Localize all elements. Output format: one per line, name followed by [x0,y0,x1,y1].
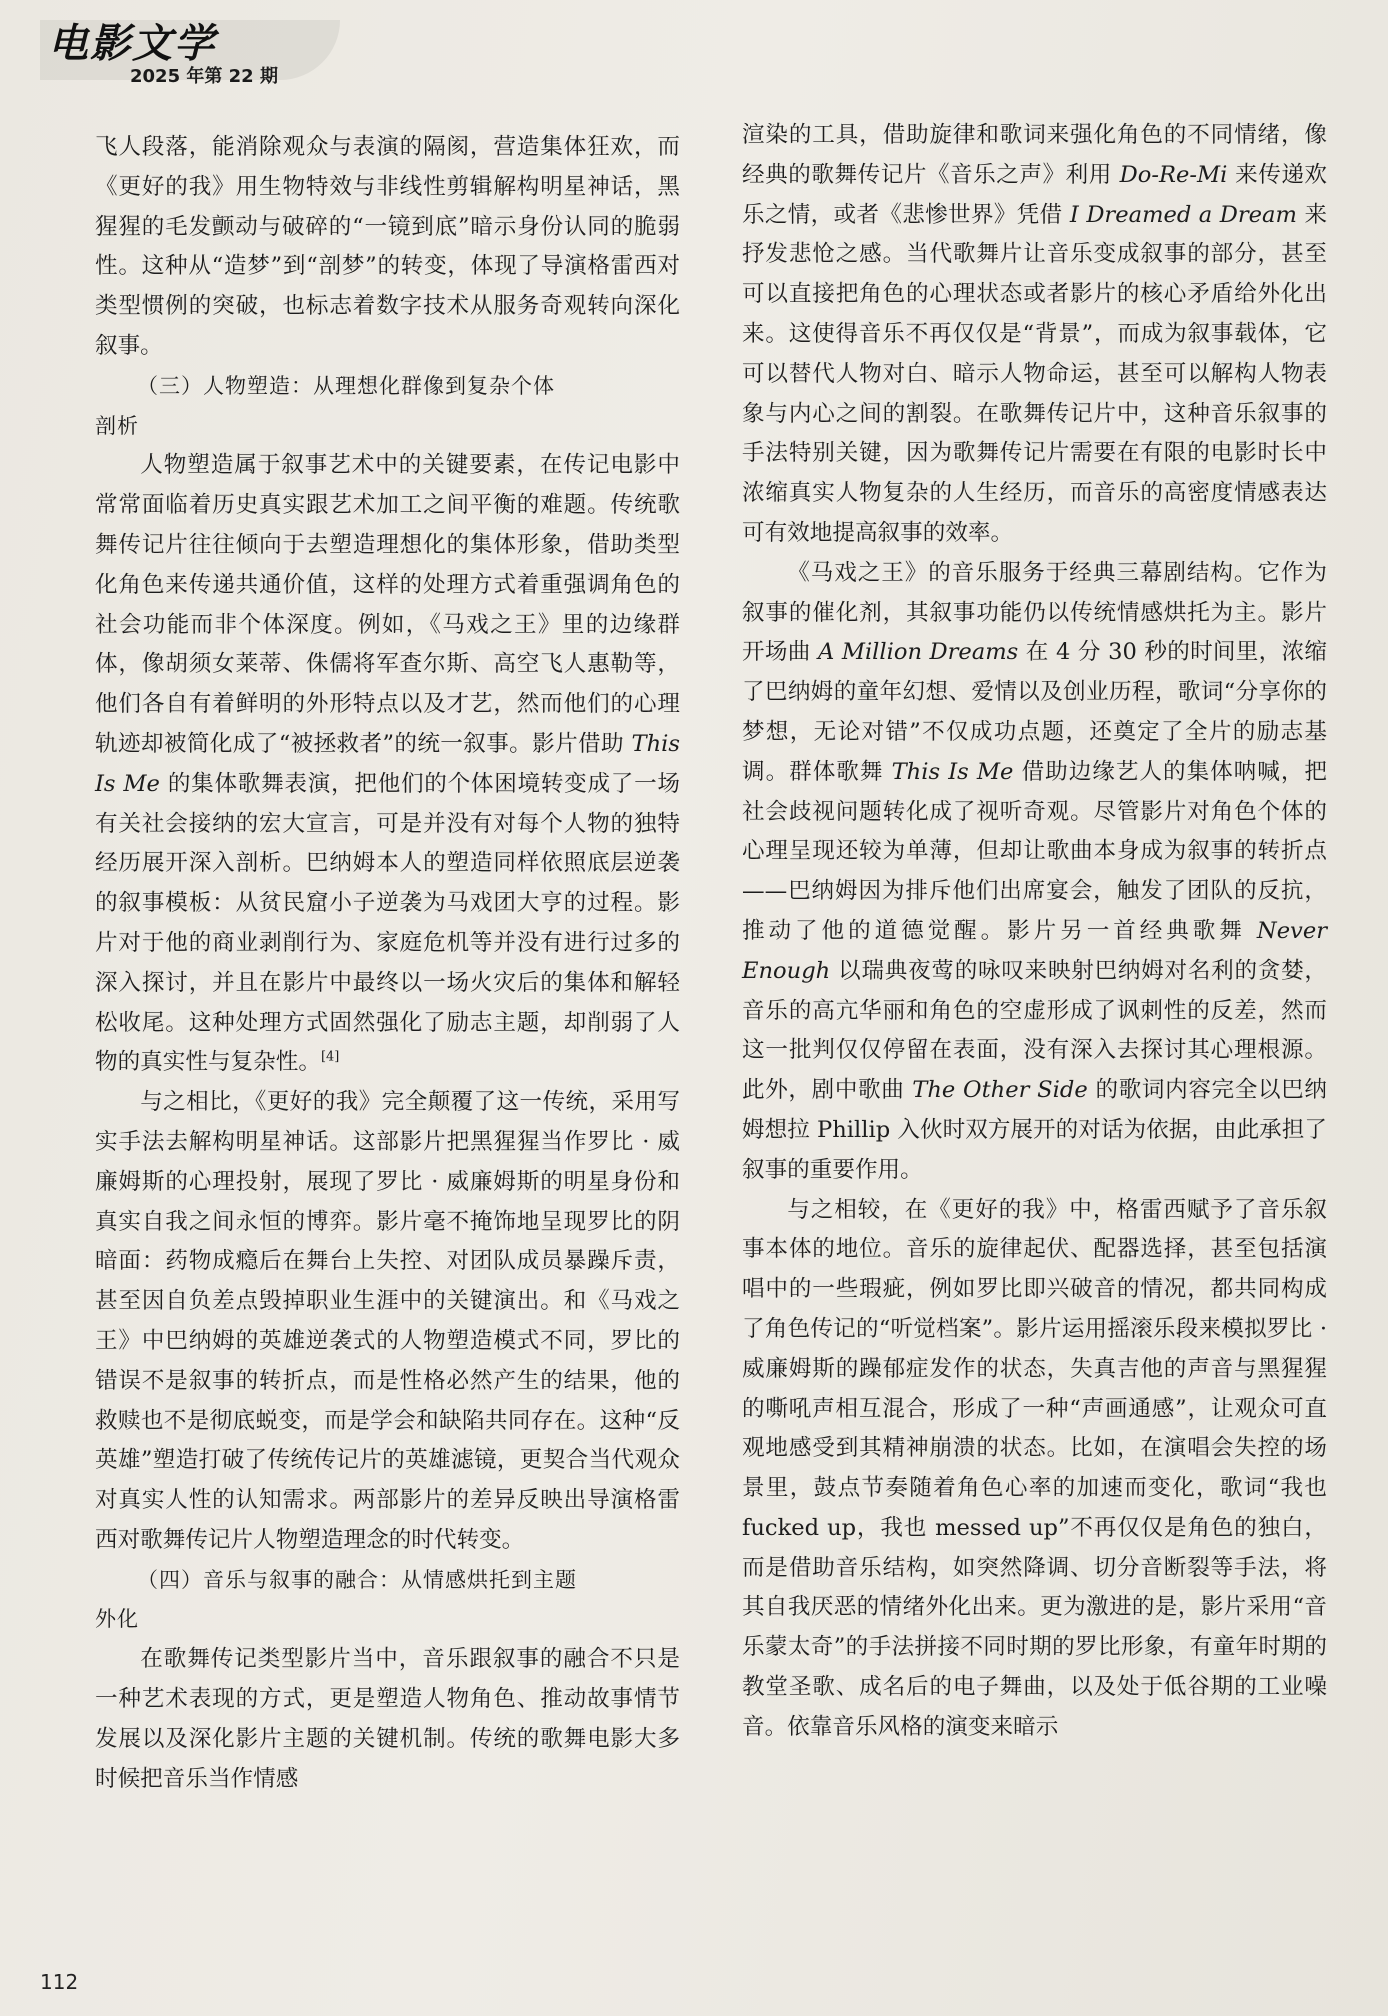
text-run: 的歌词内容完全以巴纳姆想拉 Phillip 入伙时双方展开的对话为依据，由此承担了叙事的重要作用。 [742,1077,1327,1183]
journal-logo: 电影文学 [48,20,216,67]
section-heading-3-line1: （三）人物塑造：从理想化群像到复杂个体 [137,373,555,398]
song-title: Never Enough [742,917,1327,984]
song-title: The Other Side [912,1077,1088,1104]
issue-label: 2025 年第 22 期 [130,66,278,87]
page-number: 112 [40,1970,79,1994]
left-column [95,128,680,1799]
paragraph-greatest-showman [742,554,1327,1191]
song-title: This Is Me [891,758,1014,785]
song-title: This Is Me [95,730,680,797]
song-title: A Million Dreams [818,639,1019,666]
text-run: 人物塑造属于叙事艺术中的关键要素，在传记电影中常常面临着历史真实跟艺术加工之间平衡的难题。传统歌舞传记片往往倾向于去塑造理想化的集体形象，借助类型化角色来传递共通价值，这样的处理方式着重强调角色的社会功能而非个体深度。例如，《马戏之王》里的边缘群体，像胡须女莱蒂、侏儒将军查尔斯、高空飞人惠勒等，他们各自有着鲜明的外形特点以及才艺，然而他们的心理轨迹却被简化成了“被拯救者”的统一叙事。影片借助 [95,452,680,757]
song-title: I Dreamed a Dream [1069,201,1297,228]
section-heading-4-line1: （四）音乐与叙事的融合：从情感烘托到主题 [137,1567,577,1592]
paragraph-continued: 飞人段落，能消除观众与表演的隔阂，营造集体狂欢，而《更好的我》用生物特效与非线性剪辑解构明星神话，黑猩猩的毛发颤动与破碎的“一镜到底”暗示身份认同的脆弱性。这种从“造梦”到“剖梦”的转变，体现了导演格雷西对类型惯例的突破，也标志着数字技术从服务奇观转向深化叙事。 [95,134,680,359]
text-run: 以瑞典夜莺的咏叹来映射巴纳姆对名利的贪婪，音乐的高亢华丽和角色的空虚形成了讽刺性的反差，然而这一批判仅仅停留在表面，没有深入去探讨其心理根源。此外，剧中歌曲 [742,957,1327,1104]
paragraph-better-man: 与之相较，在《更好的我》中，格雷西赋予了音乐叙事本体的地位。音乐的旋律起伏、配器选择，甚至包括演唱中的一些瑕疵，例如罗比即兴破音的情况，都共同构成了角色传记的“听觉档案”。影片运用摇滚乐段来模拟罗比 · 威廉姆斯的躁郁症发作的状态，失真吉他的声音与黑猩猩的嘶吼声相互混合，形成了一种“声画通感”，让观众可直观地感受到其精神崩溃的状态。比如，在演唱会失控的场景里，鼓点节奏随着角色心率的加速而变化，歌词“我也 fucked up，我也 messed up”不再仅仅是角色的独白，而是借助音乐结构，如突然降调、切分音断裂等手法，将其自我厌恶的情绪外化出来。更为激进的是，影片采用“音乐蒙太奇”的手法拼接不同时期的罗比形象，有童年时期的教堂圣歌、成名后的电子舞曲，以及处于低谷期的工业噪音。依靠音乐风格的演变来暗示 [742,1196,1327,1740]
section-heading-3-line2: 剖析 [95,413,139,438]
text-run: 渲染的工具，借助旋律和歌词来强化角色的不同情绪，像经典的歌舞传记片《音乐之声》利用 [742,122,1327,188]
text-run: 在 4 分 30 秒的时间里，浓缩了巴纳姆的童年幻想、爱情以及创业历程，歌词“分享你的梦想，无论对错”不仅成功点题，还奠定了全片的励志基调。群体歌舞 [742,639,1327,785]
citation-ref: [4] [320,1049,340,1065]
section-heading-4-line2: 外化 [95,1607,139,1632]
section-heading-3 [95,367,680,447]
text-run: 来抒发悲怆之感。当代歌舞片让音乐变成叙事的部分，甚至可以直接把角色的心理状态或者影片的核心矛盾给外化出来。这使得音乐不再仅仅是“背景”，而成为叙事载体，它可以替代人物对白、暗示人物命运，甚至可以解构人物表象与内心之间的割裂。在歌舞传记片中，这种音乐叙事的手法特别关键，因为歌舞传记片需要在有限的电影时长中浓缩真实人物复杂的人生经历，而音乐的高密度情感表达可有效地提高叙事的效率。 [742,201,1328,546]
section-heading-4 [95,1561,680,1641]
text-run: 的集体歌舞表演，把他们的个体困境转变成了一场有关社会接纳的宏大宣言，可是并没有对每个人物的独特经历展开深入剖析。巴纳姆本人的塑造同样依照底层逆袭的叙事模板：从贫民窟小子逆袭为马戏团大亨的过程。影片对于他的商业剥削行为、家庭危机等并没有进行过多的深入探讨，并且在影片中最终以一场火灾后的集体和解轻松收尾。这种处理方式固然强化了励志主题，却削弱了人物的真实性与复杂性。 [95,770,680,1076]
text-run: 借助边缘艺人的集体呐喊，把社会歧视问题转化成了视听奇观。尽管影片对角色个体的心理呈现还较为单薄，但却让歌曲本身成为叙事的转折点——巴纳姆因为排斥他们出席宴会，触发了团队的反抗，推动了他的道德觉醒。影片另一首经典歌舞 [742,758,1328,944]
masthead [48,22,278,88]
paragraph-character-2: 与之相比，《更好的我》完全颠覆了这一传统，采用写实手法去解构明星神话。这部影片把黑猩猩当作罗比 · 威廉姆斯的心理投射，展现了罗比 · 威廉姆斯的明星身份和真实自我之间永恒的博弈。影片毫不掩饰地呈现罗比的阴暗面：药物成瘾后在舞台上失控、对团队成员暴躁斥责，甚至因自负差点毁掉职业生涯中的关键演出。和《马戏之王》中巴纳姆的英雄逆袭式的人物塑造模式不同，罗比的错误不是叙事的转折点，而是性格必然产生的结果，他的救赎也不是彻底蜕变，而是学会和缺陷共同存在。这种“反英雄”塑造打破了传统传记片的英雄滤镜，更契合当代观众对真实人性的认知需求。两部影片的差异反映出导演格雷西对歌舞传记片人物塑造理念的时代转变。 [95,1089,680,1553]
song-title: Do-Re-Mi [1119,161,1228,188]
text-run: 《马戏之王》的音乐服务于经典三幕剧结构。它作为叙事的催化剂，其叙事功能仍以传统情感烘托为主。影片开场曲 [742,559,1327,666]
paragraph-music-1: 在歌舞传记类型影片当中，音乐跟叙事的融合不只是一种艺术表现的方式，更是塑造人物角色、推动故事情节发展以及深化影片主题的关键机制。传统的歌舞电影大多时候把音乐当作情感 [95,1646,680,1792]
paragraph-character-1 [95,446,680,1083]
right-column [742,116,1327,1748]
paragraph-music-continued [742,116,1327,554]
text-run: 来传递欢乐之情，或者《悲惨世界》凭借 [742,161,1328,228]
